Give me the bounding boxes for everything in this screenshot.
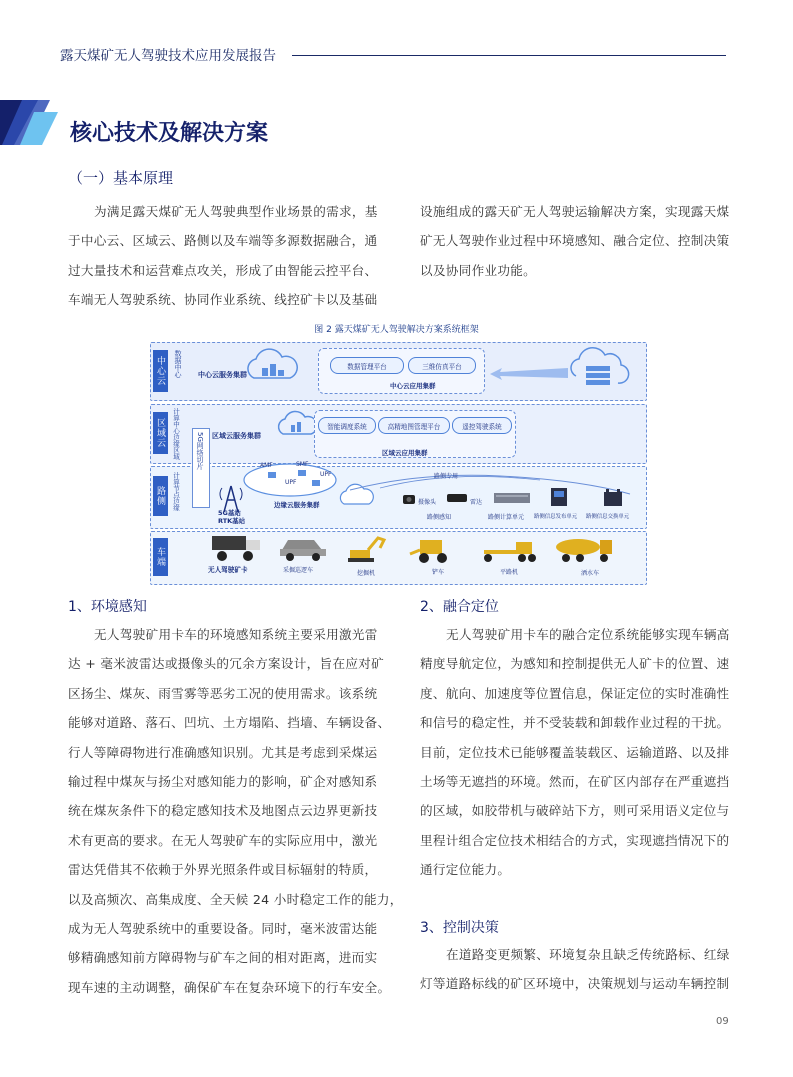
env-heading: 1、环境感知 bbox=[68, 599, 147, 615]
station-5g-label: 5G基站 bbox=[218, 509, 241, 517]
text-line: 灯等道路标线的矿区环境中，决策规划与运动车辆控制 bbox=[420, 976, 730, 992]
text-line: 在道路变更频繁、环境复杂且缺乏传统路标、红绿 bbox=[446, 947, 730, 962]
road-links-icon bbox=[340, 468, 640, 504]
vehicle-label-truck: 无人驾驶矿卡 bbox=[208, 566, 248, 574]
text-line: 无人驾驶矿用卡车的环境感知系统主要采用激光雷 bbox=[94, 627, 378, 642]
vehicle-label-loader: 铲车 bbox=[432, 569, 445, 576]
section-decor-icon bbox=[0, 100, 60, 145]
control-heading: 3、控制决策 bbox=[420, 920, 499, 936]
header-rule bbox=[292, 55, 726, 56]
text-line: 达 + 毫米波雷达或摄像头的冗余方案设计，旨在应对矿 bbox=[68, 656, 385, 672]
text-line: 土场等无遮挡的环境。然而，在矿区内部存在严重遮挡 bbox=[420, 774, 730, 790]
center-app-label: 中心云应用集群 bbox=[390, 382, 436, 390]
compute-unit-icon bbox=[492, 490, 532, 506]
edge-cluster-label: 边缘云服务集群 bbox=[274, 501, 320, 509]
arrow-icon bbox=[490, 358, 570, 388]
node-amf: AMF bbox=[260, 462, 273, 469]
excavator-icon bbox=[344, 534, 388, 564]
server-cloud-icon bbox=[568, 346, 630, 392]
text-line: 通行定位能力。 bbox=[420, 862, 511, 878]
loader-icon bbox=[406, 532, 456, 564]
intro-right bbox=[420, 197, 740, 285]
text-line: 为满足露天煤矿无人驾驶典型作业场景的需求，基 bbox=[94, 204, 378, 219]
text-line: 输过程中煤灰与扬尘对感知能力的影响，矿企对感知系 bbox=[68, 774, 378, 790]
mining-truck-icon bbox=[208, 532, 264, 562]
text-line: 行人等障碍物进行准确感知识别。尤其是考虑到采煤运 bbox=[68, 744, 378, 760]
station-rtk-label: RTK基站 bbox=[218, 517, 246, 525]
region-sub-label: 计算中心边缘区域 bbox=[172, 408, 180, 460]
text-line: 的区域，如胶带机与破碎站下方，则可采用语义定位与 bbox=[420, 803, 730, 819]
pill-sim-platform: 三维仿真平台 bbox=[408, 357, 476, 374]
region-app-label: 区域云应用集群 bbox=[382, 449, 428, 457]
text-line: 过大量技术和运营难点攻关，形成了由智能云控平台、 bbox=[68, 262, 378, 278]
info-exchange-icon bbox=[602, 488, 624, 508]
control-body bbox=[420, 940, 740, 999]
compute-label: 路侧计算单元 bbox=[488, 514, 525, 521]
text-line: 够精确感知前方障碍物与矿车之间的相对距离，进而实 bbox=[68, 950, 378, 966]
node-upf-1: UPF bbox=[285, 479, 297, 486]
node-upf-2: UPF bbox=[320, 471, 332, 478]
vehicle-label-sprinkler: 洒水车 bbox=[581, 570, 600, 577]
row-label-vehicle: 车端 bbox=[153, 538, 168, 576]
pill-remote: 遥控驾驶系统 bbox=[452, 417, 512, 434]
vehicle-label-excavator: 挖掘机 bbox=[357, 570, 376, 577]
text-line: 区扬尘、煤灰、雨雪雾等恶劣工况的使用需求。该系统 bbox=[68, 685, 378, 701]
text-line: 设施组成的露天矿无人驾驶运输解决方案，实现露天煤 bbox=[420, 204, 730, 219]
camera-label: 摄像头 bbox=[418, 499, 437, 506]
text-line: 精度导航定位，为感知和控制提供无人矿卡的位置、速 bbox=[420, 656, 730, 672]
text-line: 以及协同作业功能。 bbox=[420, 262, 537, 278]
row-label-center: 中心云 bbox=[153, 350, 168, 392]
node-smf: SMF bbox=[296, 461, 309, 468]
page-number: 09 bbox=[716, 1016, 729, 1027]
perception-label: 路侧感知 bbox=[427, 514, 452, 521]
grader-icon bbox=[478, 536, 540, 564]
road-sub-label: 计算节点边缘 bbox=[172, 472, 180, 511]
subsection-title: （一）基本原理 bbox=[68, 169, 174, 187]
pill-hdmap: 高精地图管理平台 bbox=[378, 417, 450, 434]
text-line: 成为无人驾驶系统中的重要设备。同时，毫米波雷达能 bbox=[68, 921, 378, 937]
pill-data-platform: 数据管理平台 bbox=[330, 357, 404, 374]
radar-icon bbox=[446, 492, 468, 504]
sprinkler-icon bbox=[554, 534, 616, 564]
text-line: 矿无人驾驶作业过程中环境感知、融合定位、控制决策 bbox=[420, 233, 730, 249]
patrol-car-icon bbox=[278, 534, 328, 562]
text-line: 现车速的主动调整，确保矿车在复杂环境下的行车安全。 bbox=[68, 979, 391, 995]
text-line: 车端无人驾驶系统、协同作业系统、线控矿卡以及基础 bbox=[68, 292, 378, 308]
pill-dispatch: 智能调度系统 bbox=[318, 417, 376, 434]
road-dedicated-label: 路侧专用 bbox=[434, 473, 459, 480]
text-line: 于中心云、区域云、路侧以及车端等多源数据融合，通 bbox=[68, 233, 378, 249]
text-line: 和信号的稳定性，并不受装载和卸载作业过程的干扰。 bbox=[420, 715, 730, 731]
text-line: 术有更高的要求。在无人驾驶矿车的实际应用中，激光 bbox=[68, 832, 378, 848]
section-title: 核心技术及解决方案 bbox=[70, 121, 269, 146]
text-line: 雷达凭借其不依赖于外界光照条件或目标辐射的特质， bbox=[68, 862, 378, 878]
system-diagram bbox=[150, 340, 645, 585]
text-line: 无人驾驶矿用卡车的融合定位系统能够实现车辆高 bbox=[446, 627, 730, 642]
text-line: 以及高频次、高集成度、全天候 24 小时稳定工作的能力， bbox=[68, 891, 403, 907]
text-line: 度、航向、加速度等位置信息，保证定位的实时准确性 bbox=[420, 685, 730, 701]
cloud-icon bbox=[242, 346, 302, 386]
text-line: 里程计组合定位技术相结合的方式，实现遮挡情况下的 bbox=[420, 832, 730, 848]
info-pub-icon bbox=[548, 486, 570, 508]
vehicle-label-patrol: 采掘巡逻车 bbox=[283, 567, 314, 574]
radar-label: 雷达 bbox=[470, 499, 483, 506]
center-sub-label: 数据中心 bbox=[174, 350, 182, 378]
fusion-heading: 2、融合定位 bbox=[420, 599, 499, 615]
info-exchange-label: 路侧信息交换单元 bbox=[586, 514, 630, 520]
text-line: 目前，定位技术已能够覆盖装载区、运输道路、以及排 bbox=[420, 744, 730, 760]
cloud-icon bbox=[275, 410, 319, 440]
text-line: 统在煤灰条件下的稳定感知技术及地图点云边界更新技 bbox=[68, 803, 378, 819]
slicing-label: 5G网络切片 bbox=[196, 432, 204, 470]
vehicle-label-grader: 平路机 bbox=[500, 569, 519, 576]
info-pub-label: 路侧信息发布单元 bbox=[534, 514, 578, 520]
center-cluster-label: 中心云服务集群 bbox=[198, 371, 247, 379]
intro-left bbox=[68, 197, 386, 315]
figure-caption: 图 2 露天煤矿无人驾驶解决方案系统框架 bbox=[314, 325, 479, 335]
row-label-road: 路侧 bbox=[153, 476, 168, 516]
region-cluster-label: 区域云服务集群 bbox=[212, 432, 261, 440]
text-line: 能够对道路、落石、凹坑、土方塌陷、挡墙、车辆设备、 bbox=[68, 715, 391, 731]
fusion-body bbox=[420, 620, 740, 885]
row-label-region: 区域云 bbox=[153, 412, 168, 454]
report-title: 露天煤矿无人驾驶技术应用发展报告 bbox=[60, 48, 276, 64]
env-body bbox=[68, 620, 403, 1002]
